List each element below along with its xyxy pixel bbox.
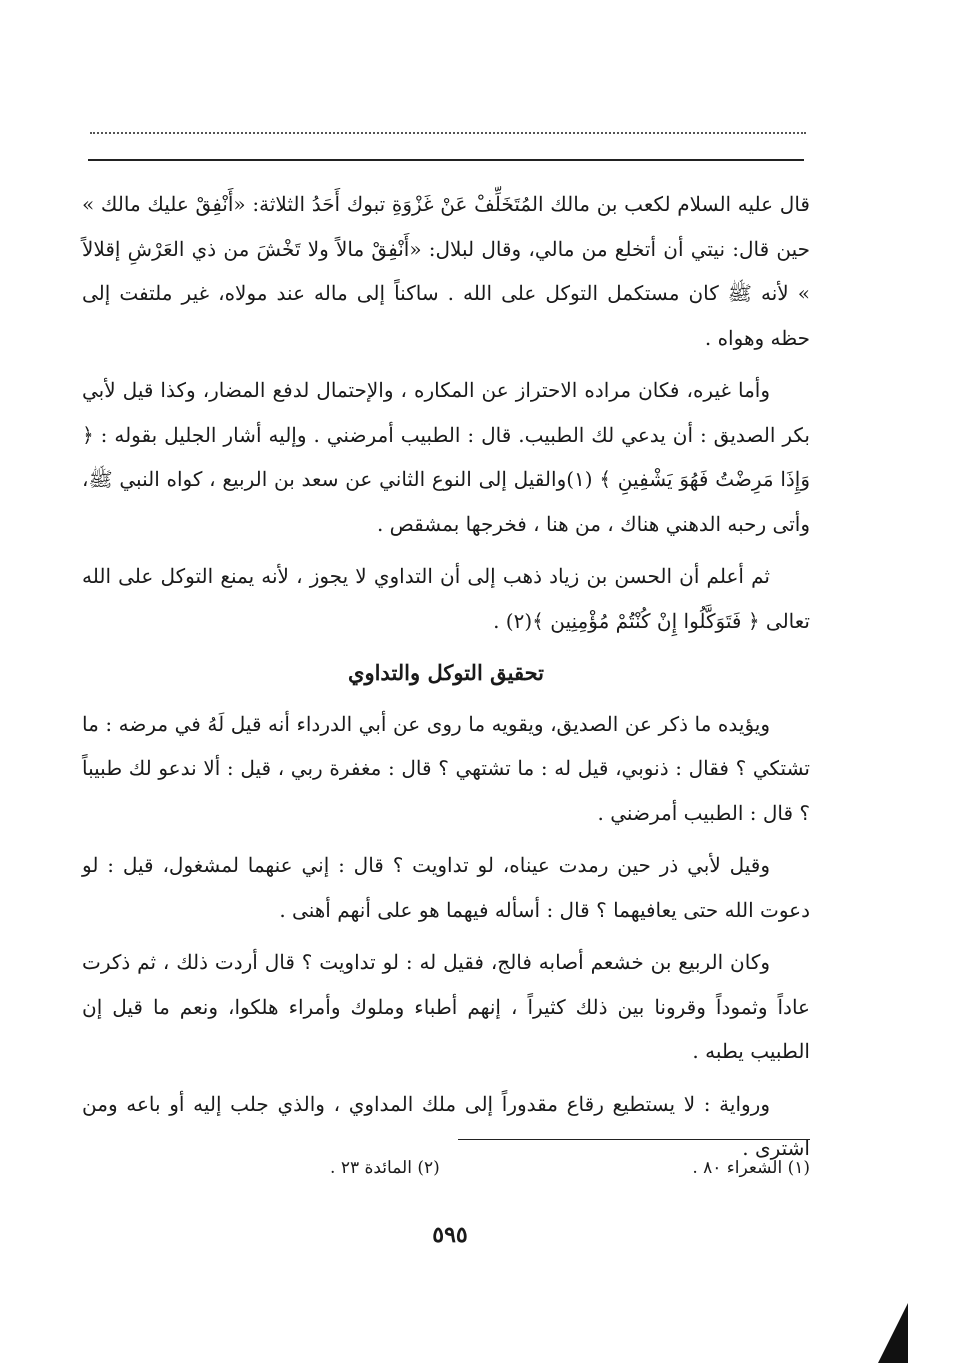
footnotes: [330, 1158, 810, 1178]
corner-scan-mark: [878, 1303, 908, 1363]
footnote-separator: [458, 1139, 810, 1140]
header-solid-rule: [88, 159, 804, 161]
section-heading: تحقيق التوكل والتداوي: [348, 660, 544, 685]
main-text: [82, 182, 810, 1179]
paragraph-1: قال عليه السلام لكعب بن مالك المُتَخَلِّفْ عَنْ غَزْوَةِ تبوك أَحَدُ الثلاثة: «أَنْفِقْ عليك مالك » حين قال: نيتي أن أتخلع من مالي، وقال لبلال: «أَنْفِقْ مالاً ولا تَخْشَ من ذي العَرْشِ إقلالاً » لأنه ﷺ كان مستكمل التوكل على الله . ساكناً إلى ماله عند مولاه، غير ملتفت إلى حظه وهواه .: [82, 192, 810, 350]
footnote-2: (٢) المائدة ٢٣ .: [330, 1158, 440, 1178]
header-dotted-rule: [90, 132, 806, 134]
paragraph-4: ويؤيده ما ذكر عن الصديق، ويقويه ما روى عن أبي الدرداء أنه قيل لَهُ في مرضه : ما تشتكي ؟ فقال : ذنوبي، قيل له : ما تشتهي ؟ قال : مغفرة ربي ، قيل : ألا ندعو لك طبيباً ؟ قال : الطبيب أمرضني .: [82, 711, 810, 825]
paragraph-2: وأما غيره، فكان مراده الاحتراز عن المكاره ، والإحتمال لدفع المضار، وكذا قيل لأبي بكر الصديق : أن يدعي لك الطبيب. قال : الطبيب أمرضني . وإليه أشار الجليل بقوله : ﴿ وَإِذَا مَرِضْتُ فَهُوَ يَشْفِينِ ﴾ (١)والقيل إلى النوع الثاني عن سعد بن الربيع ، كواه النبي ﷺ، وأتى رحبه الدهني هناك ، من هنا ، فخرجها بمشقص .: [82, 378, 810, 536]
paragraph-5: وقيل لأبي ذر حين رمدت عيناه، لو تداويت ؟ قال : إني عنهما لمشغول، قيل : لو دعوت الله حتى يعافيهما ؟ قال : أسأله فيهما هو على أنهم أهنى .: [82, 853, 810, 922]
paragraph-6: وكان الربيع بن خشعم أصابه فالج، فقيل له : لو تداويت ؟ قال أردت ذلك ، ثم ذكرت عاداً وثموداً وقرونا بين ذلك كثيراً ، إنهم أطباء وملوك وأمراء هلكوا، ونعم ما قيل إن الطبيب يطبه .: [82, 950, 810, 1063]
paragraph-3: ثم أعلم أن الحسن بن زياد ذهب إلى أن التداوي لا يجوز ، لأنه يمنع التوكل على الله تعالى ﴿ فَتَوَكَّلُوا إِنْ كُنْتُمْ مُؤْمِنِين ﴾(٢) .: [82, 564, 810, 633]
paragraph-7: ورواية : لا يستطيع رقاع مقدوراً إلى ملك المداوي ، والذي جلب إليه أو باعه ومن اشترى .: [82, 1091, 810, 1160]
page-number: ٥٩٥: [432, 1222, 468, 1248]
footnote-1: (١) الشعراء ٨٠ .: [692, 1158, 810, 1178]
